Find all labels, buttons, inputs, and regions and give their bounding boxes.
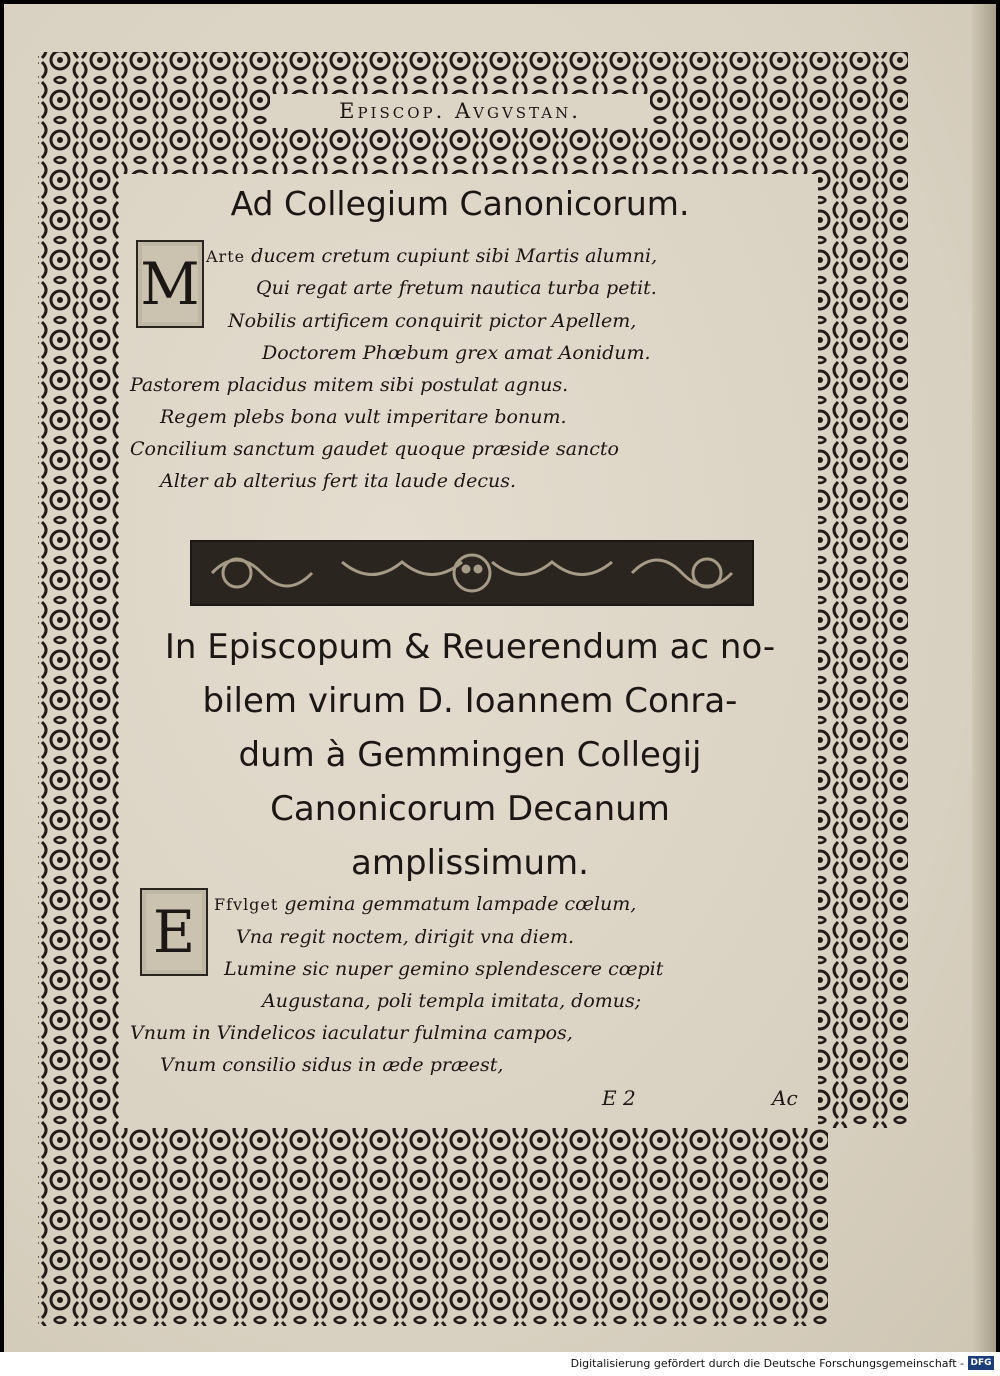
heading-line: In Episcopum & Reuerendum ac no- [164, 627, 776, 667]
verse-line: Pastorem placidus mitem sibi postulat agnus. [130, 374, 569, 396]
dedication-heading [110, 620, 830, 890]
verse-first-word: Ffvlget [214, 895, 279, 914]
verse-line [214, 893, 636, 915]
verse-line: Lumine sic nuper gemino splendescere cœpit [224, 958, 664, 980]
heading-line: bilem virum D. Ioannem Conra- [202, 681, 738, 721]
verse-text: ducem cretum cupiunt sibi Martis alumni, [251, 245, 658, 267]
signature-mark: E 2 [602, 1086, 636, 1110]
verse-line [206, 245, 657, 267]
verse-line: Vnum in Vindelicos iaculatur fulmina campos, [130, 1022, 573, 1044]
verse-line: Doctorem Phœbum grex amat Aonidum. [262, 342, 651, 364]
banner-ornament-icon [192, 542, 752, 604]
verse-line: Augustana, poli templa imitata, domus; [262, 990, 642, 1012]
catchword: Ac [772, 1086, 798, 1110]
footer-credit: Digitalisierung gefördert durch die Deutsche Forschungsgemeinschaft - [570, 1357, 964, 1370]
heading-line: dum à Gemmingen Collegij [238, 735, 702, 775]
dfg-logo[interactable]: DFG [968, 1356, 994, 1370]
verse-line: Vnum consilio sidus in æde præest, [160, 1054, 504, 1076]
verse-text: gemina gemmatum lampade cœlum, [284, 893, 637, 915]
heading-line: amplissimum. [351, 843, 589, 883]
verse-line: Alter ab alterius fert ita laude decus. [160, 470, 517, 492]
heading-line: Canonicorum Decanum [270, 789, 670, 829]
verse-line: Concilium sanctum gaudet quoque præside sancto [130, 438, 619, 460]
poem-title: Ad Collegium Canonicorum. [230, 184, 690, 223]
verse-line: Nobilis artificem conquirit pictor Apellem, [228, 310, 637, 332]
verse-first-word: Arte [206, 247, 246, 266]
verse-line: Regem plebs bona vult imperitare bonum. [160, 406, 567, 428]
verse-line: Vna regit noctem, dirigit vna diem. [236, 926, 575, 948]
decorative-banner [190, 540, 754, 606]
running-head: Episcop. Avgvstan. [270, 94, 650, 128]
drop-cap-initial: M [136, 240, 204, 328]
verse-line: Qui regat arte fretum nautica turba petit. [256, 277, 657, 299]
footer [0, 1352, 1000, 1376]
drop-cap-initial: E [140, 888, 208, 976]
